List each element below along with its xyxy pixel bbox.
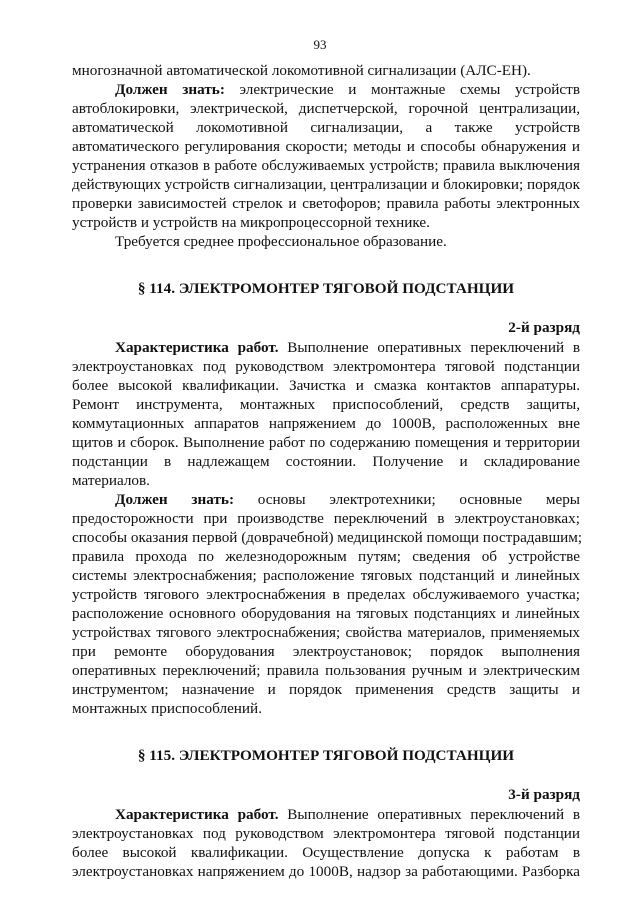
paragraph-line: подстанции в надлежащем состоянии. Получение и складирование	[72, 453, 580, 470]
rank-label-115: 3-й разряд	[508, 786, 580, 803]
education-requirement: Требуется среднее профессиональное образование.	[115, 233, 447, 250]
paragraph-line: автоматического регулирования скорости; методы и способы обнаружения и	[72, 138, 580, 155]
characteristic-text: Выполнение оперативных переключений в	[287, 339, 581, 356]
paragraph-line: более высокой квалификации. Осуществление допуска к работам в	[72, 844, 580, 861]
paragraph-line: оперативных переключений; правила пользования ручным и электрическим	[72, 662, 580, 679]
must-know-label: Должен знать:	[115, 491, 235, 508]
paragraph-line: материалов.	[72, 472, 150, 489]
paragraph-line: устройств тягового электроснабжения в пределах обслуживаемого участка;	[72, 586, 580, 603]
paragraph-line: правила прохода по железнодорожным путям; сведения об устройстве	[72, 548, 580, 565]
paragraph-line: многозначной автоматической локомотивной сигнализации (АЛС-ЕН).	[72, 62, 531, 79]
paragraph-line: Ремонт инструмента, монтажных приспособлений, средств защиты,	[72, 396, 580, 413]
characteristic-line	[115, 338, 580, 357]
paragraph-line: более высокой квалификации. Зачистка и смазка контактов аппаратуры.	[72, 377, 580, 394]
page-number: 93	[313, 37, 327, 52]
paragraph-line: расположение основного оборудования на тяговых подстанциях и линейных	[72, 605, 580, 622]
paragraph-line: действующих устройств сигнализации, централизации и блокировки; порядок	[72, 176, 580, 193]
section-heading-114: § 114. ЭЛЕКТРОМОНТЕР ТЯГОВОЙ ПОДСТАНЦИИ	[137, 280, 515, 297]
paragraph-line: способы оказания первой (доврачебной) медицинской помощи пострадавшим;	[72, 529, 583, 546]
paragraph-line: электроустановках под руководством электромонтера тяговой подстанции	[72, 825, 580, 842]
characteristic-line	[115, 805, 580, 824]
paragraph-line: проверки зависимостей стрелок и светофоров; правила работы электронных	[72, 195, 580, 212]
must-know-text: основы электротехники; основные меры	[257, 491, 580, 508]
section-heading-115: § 115. ЭЛЕКТРОМОНТЕР ТЯГОВОЙ ПОДСТАНЦИИ	[137, 747, 515, 764]
paragraph-line: электроустановках под руководством электромонтера тяговой подстанции	[72, 358, 580, 375]
must-know-line	[115, 80, 580, 99]
paragraph-line: инструментом; назначение и порядок применения средств защиты и	[72, 681, 580, 698]
paragraph-line: предосторожности при производстве переключений в электроустановках;	[72, 510, 580, 527]
paragraph-line: системы электроснабжения; расположение тяговых подстанций и линейных	[72, 567, 580, 584]
must-know-label: Должен знать:	[115, 81, 225, 98]
paragraph-line: при ремонте оборудования электроустановок; порядок выполнения	[72, 643, 580, 660]
paragraph-line: щитов и сборок. Выполнение работ по содержанию помещения и территории	[72, 434, 580, 451]
rank-label-114: 2-й разряд	[508, 319, 580, 336]
characteristic-label: Характеристика работ.	[115, 339, 279, 356]
paragraph-line: коммутационных аппаратов напряжением до 1000В, расположенных вне	[72, 415, 580, 432]
must-know-text: электрические и монтажные схемы устройств	[239, 81, 580, 98]
paragraph-line: автоматической локомотивной сигнализации, а также устройств	[72, 119, 580, 136]
paragraph-line: электроустановках напряжением до 1000В, надзор за работающими. Разборка	[72, 863, 580, 880]
characteristic-text: Выполнение оперативных переключений в	[287, 806, 581, 823]
must-know-line	[115, 490, 580, 509]
paragraph-line: автоблокировки, электрической, диспетчерской, горочной централизации,	[72, 100, 580, 117]
paragraph-line: устройствах тягового электроснабжения; свойства материалов, применяемых	[72, 624, 580, 641]
paragraph-line: устранения отказов в работе обслуживаемых устройств; правила выключения	[72, 157, 580, 174]
paragraph-line: устройств и устройств на микропроцессорной технике.	[72, 214, 430, 231]
paragraph-line: монтажных приспособлений.	[72, 700, 262, 717]
characteristic-label: Характеристика работ.	[115, 806, 279, 823]
